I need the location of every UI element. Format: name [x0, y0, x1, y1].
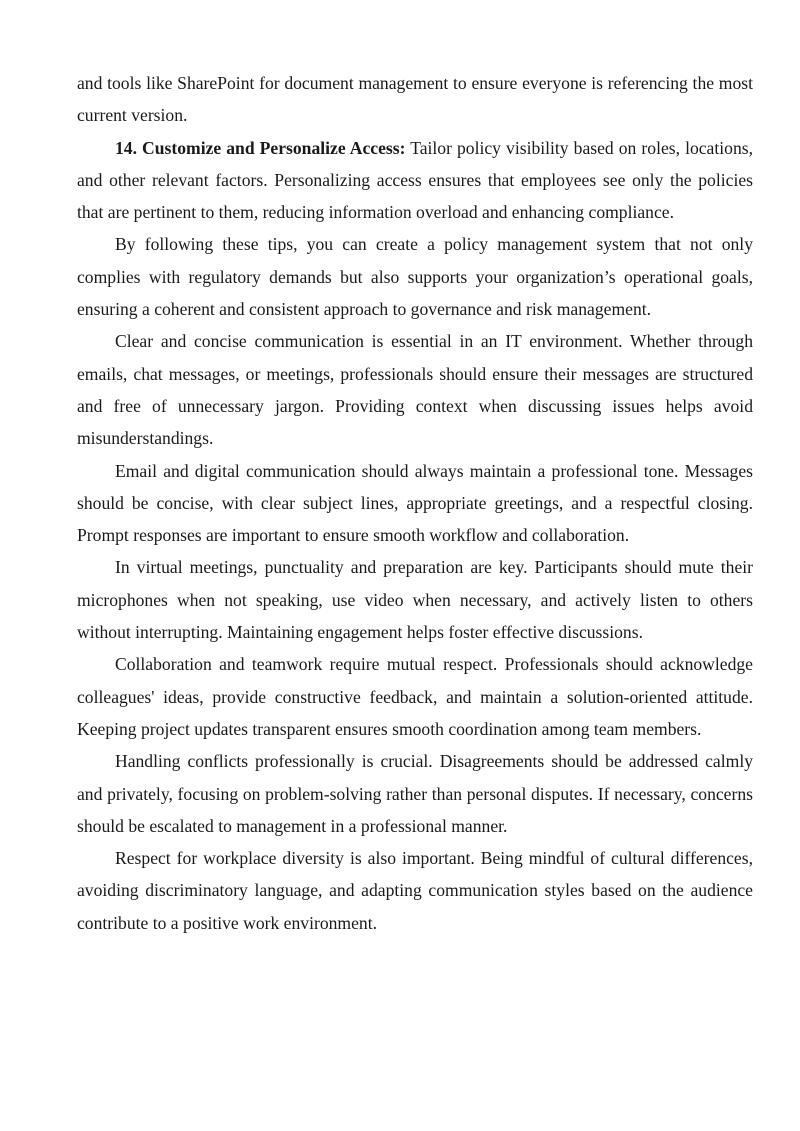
paragraph-following-tips — [77, 228, 753, 325]
paragraph-text: Respect for workplace diversity is also important. Being mindful of cultural differences, avoiding discriminatory language, and adapting communication styles based on the audience contribute to a positive work environment. — [77, 848, 753, 933]
paragraph-diversity — [77, 842, 753, 939]
paragraph-text: Email and digital communication should always maintain a professional tone. Messages should be concise, with clear subject lines, appropriate greetings, and a respectful closing. Prompt responses are important to ensure smooth workflow and collaboration. — [77, 460, 753, 546]
paragraph-text: By following these tips, you can create a policy management system that not only complies with regulatory demands but also supports your organization’s operational goals, ensuring a coherent and consistent approach to governance and risk management. — [77, 234, 753, 320]
paragraph-text: and tools like SharePoint for document management to ensure everyone is referencing the most current version. — [77, 73, 753, 126]
paragraph-text: Clear and concise communication is essential in an IT environment. Whether through emails, chat messages, or meetings, professionals should ensure their messages are structured and free of unnecessary jargon. Providing context when discussing issues helps avoid misunderstandings. — [77, 331, 753, 449]
paragraph-email — [77, 455, 753, 552]
paragraph-text: Collaboration and teamwork require mutual respect. Professionals should acknowledge colleagues' ideas, provide constructive feedback, and maintain a solution-oriented attitude. Keeping project updates transparent ensures smooth coordination among team members. — [77, 654, 753, 739]
paragraph-virtual-meetings — [77, 551, 753, 648]
paragraph-collaboration — [77, 648, 753, 745]
paragraph-continuation — [77, 67, 753, 132]
paragraph-tip-14 — [77, 132, 753, 229]
paragraph-text: Handling conflicts professionally is crucial. Disagreements should be addressed calmly and privately, focusing on problem-solving rather than personal disputes. If necessary, concerns should be escalated to management in a professional manner. — [77, 751, 753, 836]
paragraph-clear-communication — [77, 325, 753, 454]
tip-heading: 14. Customize and Personalize Access: — [115, 137, 406, 158]
paragraph-text: Tailor policy visibility based on roles, locations, and other relevant factors. Personalizing access ensures that employees see only the policies that are pertinent to them, reducing information overload and enhancing compliance. — [77, 137, 753, 223]
paragraph-conflicts — [77, 745, 753, 842]
document-body — [77, 67, 753, 939]
paragraph-text: In virtual meetings, punctuality and preparation are key. Participants should mute their microphones when not speaking, use video when necessary, and actively listen to others without interrupting. Maintaining engagement helps foster effective discussions. — [77, 557, 753, 643]
